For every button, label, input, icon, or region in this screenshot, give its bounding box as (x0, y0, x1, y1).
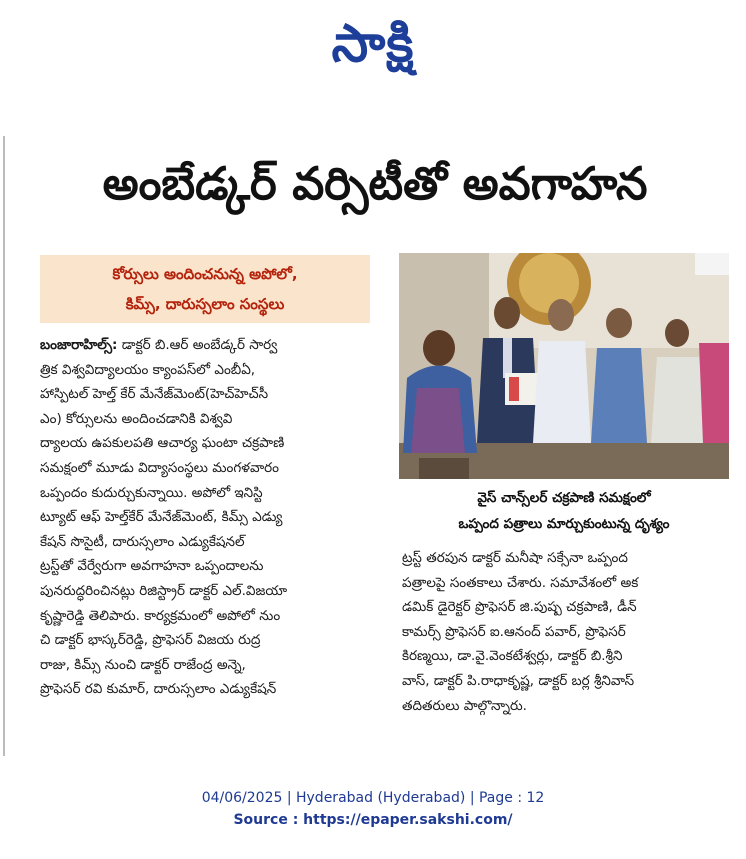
masthead-name: సాక్షి (331, 14, 415, 74)
masthead-logo (0, 6, 746, 82)
article-line: వాస్, డాక్టర్ పి.రాధాకృష్ణ, డాక్టర్ బర్ల శ్రీనివాస్ (402, 672, 635, 689)
article-line: ట్యూట్ ఆఫ్ హెల్త్‌కేర్ మేనేజ్‌మెంట్, కిమ్స్ ఎడ్యు (40, 509, 283, 526)
article-line: హాస్పిటల్ హెల్త్ కేర్ మేనేజ్‌మెంట్(హెచ్‌హెచ్‌సీ (40, 386, 269, 403)
article-line: కేషన్ సొసైటీ, దారుస్సలాం ఎడ్యుకేషనల్ (40, 533, 245, 550)
news-photo (399, 253, 729, 479)
photo-caption (399, 485, 729, 543)
article-line: ఎం) కోర్సులను అందించడానికి విశ్వవి (40, 410, 233, 427)
article-line: త్రిక విశ్వవిద్యాలయం క్యాంపస్‌లో ఎంబీఏ, (40, 361, 256, 378)
column-rule (3, 136, 5, 756)
headline: అంబేడ్కర్ వర్సిటీతో అవగాహన (102, 157, 648, 210)
footer-source-link[interactable]: Source : https://epaper.sakshi.com/ (233, 812, 513, 828)
article-line: డమిక్ డైరెక్టర్ ప్రొఫెసర్ జి.పుష్ప చక్రపాణి, డీన్ (402, 599, 637, 616)
article-line: సమక్షంలో మూడు విద్యాసంస్థలు మంగళవారం (40, 459, 279, 476)
subheadline-line: కోర్సులు అందించనున్న అపోలో, (112, 265, 298, 283)
article-line: ప్రొఫెసర్ రవి కుమార్, దారుస్సలాం ఎడ్యుకేషన్ (40, 681, 277, 698)
subheadline-box (40, 255, 370, 323)
article-line: తదితరులు పాల్గొన్నారు. (402, 697, 527, 714)
article-column-right (402, 546, 730, 718)
article-line: చి డాక్టర్ భాస్కర్‌రెడ్డి, ప్రొఫెసర్ విజయ రుద్ర (40, 632, 261, 649)
article-line: ఒప్పందం కుదుర్చుకున్నాయి. అపోలో ఇనిస్టి (40, 484, 263, 501)
article-line: కామర్స్ ప్రొఫెసర్ ఐ.ఆనంద్ పవార్, ప్రొఫెసర్ (402, 623, 626, 640)
article-line (40, 333, 375, 358)
article-column-left (40, 333, 375, 702)
article-line: ట్రస్ట్ తరపున డాక్టర్ మనీషా సక్సేనా ఒప్పంద (402, 550, 628, 566)
article-line: ద్యాలయ ఉపకులపతి ఆచార్య ఘంటా చక్రపాణి (40, 435, 285, 452)
article-line: కిరణ్మయి, డా.వై.వెంకటేశ్వర్లు, డాక్టర్ బి.శ్రీని (402, 648, 623, 665)
article-line: పత్రాలపై సంతకాలు చేశారు. సమావేశంలో అక (402, 574, 639, 591)
article-line: రాజు, కిమ్స్ నుంచి డాక్టర్ రాజేంద్ర అన్నె, (40, 656, 246, 673)
dateline: బంజారాహిల్స్: (40, 337, 118, 353)
article-line: కృష్ణారెడ్డి తెలిపారు. కార్యక్రమంలో అపోలో నుం (40, 607, 281, 624)
article-line-text: డాక్టర్ బి.ఆర్ అంబేడ్కర్ సార్వ (121, 337, 278, 353)
news-photo-image (399, 253, 729, 479)
footer-edition-info: 04/06/2025 | Hyderabad (Hyderabad) | Page : 12 (201, 790, 545, 806)
footer (0, 787, 746, 831)
caption-line: వైస్ చాన్స్‌లర్ చక్రపాణి సమక్షంలో (477, 490, 651, 506)
subheadline-line: కిమ్స్, దారుస్సలాం సంస్థలు (125, 295, 285, 313)
article-line: ట్రస్ట్‌తో వేర్వేరుగా అవగాహనా ఒప్పందాలను (40, 558, 264, 575)
caption-line: ఒప్పంద పత్రాలు మార్చుకుంటున్న దృశ్యం (458, 516, 670, 532)
article-line: పునరుద్ధరించినట్లు రిజిస్ట్రార్ డాక్టర్ ఎల్.విజయా (40, 582, 288, 599)
